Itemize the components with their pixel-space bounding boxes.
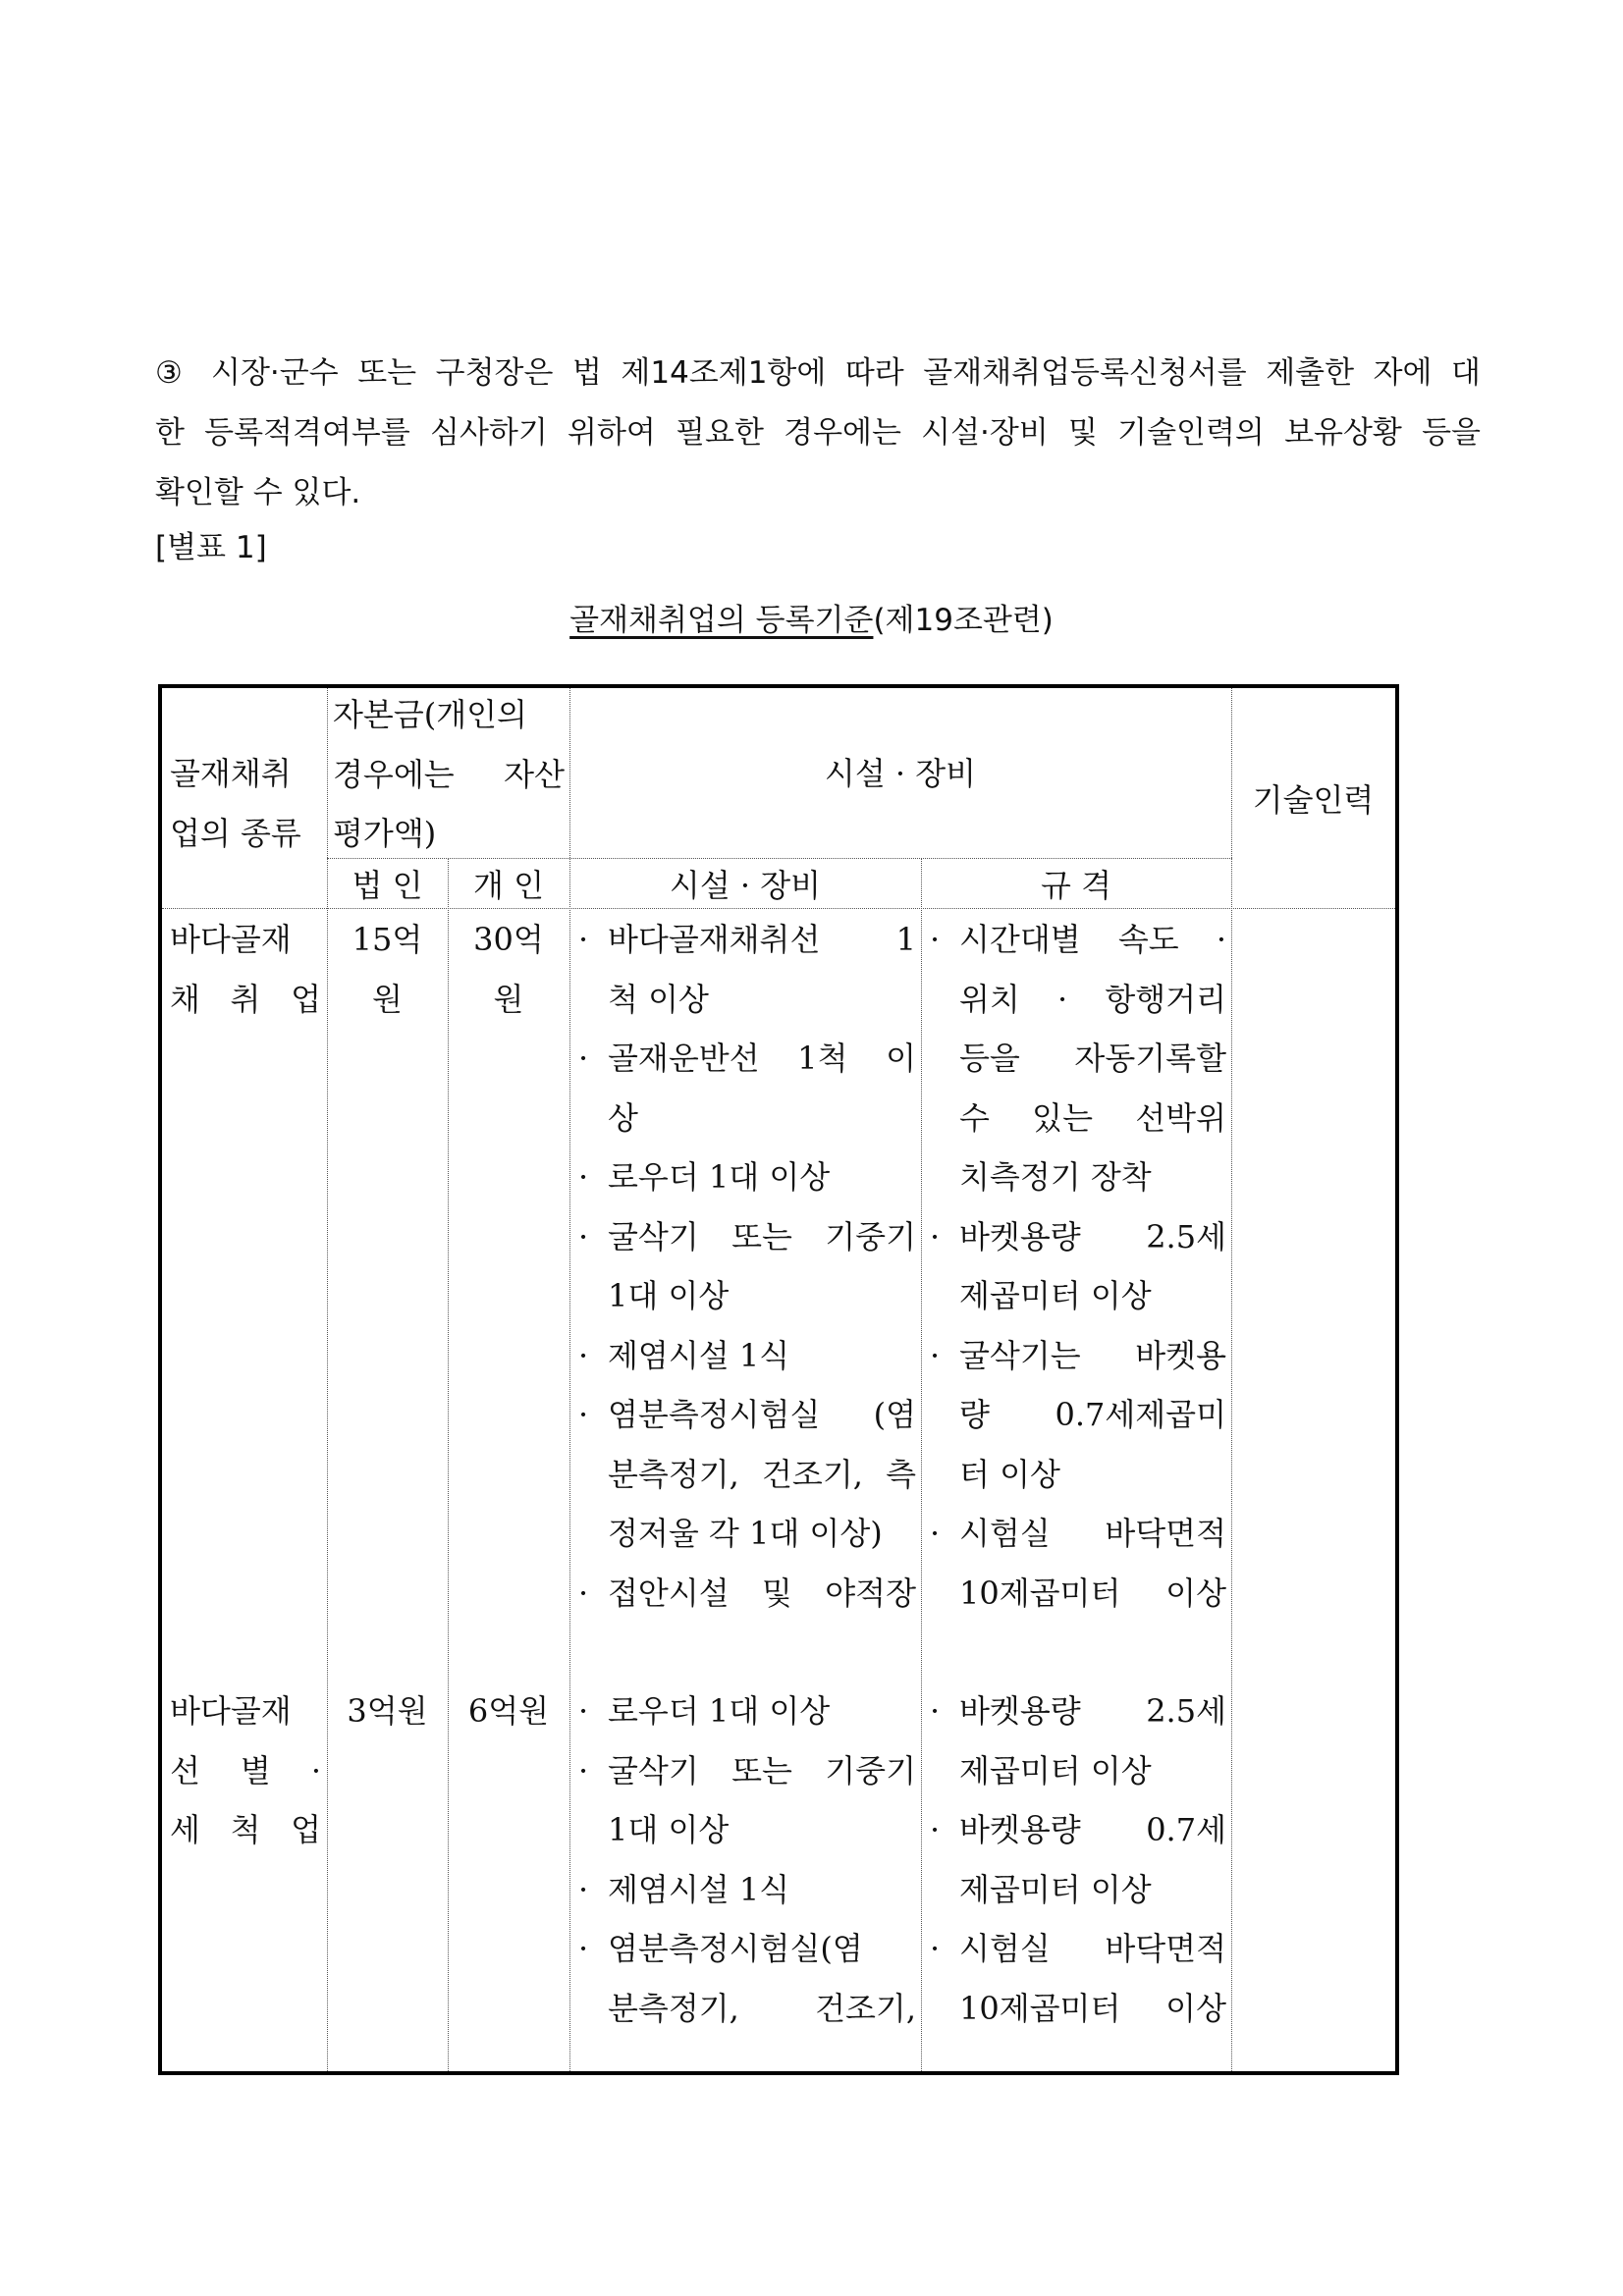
list-item: · 시험실 바닥면적 10제곱미터 이상 <box>930 1515 1226 1612</box>
row2-type: 바다골재 선 별 · 세 척 업 <box>170 1692 321 1848</box>
list-item: · 로우더 1대 이상 <box>578 1692 831 1730</box>
list-item: · 굴삭기는 바켓용 량 0.7세제곱미 터 이상 <box>930 1336 1226 1493</box>
grid-line <box>1231 688 1232 2071</box>
header-type: 골재채취 업의 종류 <box>170 755 301 852</box>
annex-label: [별표 1] <box>155 530 267 565</box>
list-item: · 제염시설 1식 <box>578 1870 790 1908</box>
row1-spec-list <box>924 910 1226 1623</box>
paragraph-line: 한 등록적격여부를 심사하기 위하여 필요한 경우에는 시설·장비 및 기술인력의 보유상황 등을 <box>155 415 1481 451</box>
header-individual: 개 인 <box>473 867 544 904</box>
table-title <box>0 591 1623 650</box>
list-item: · 바켓용량 2.5세 제곱미터 이상 <box>930 1692 1226 1789</box>
grid-line <box>448 858 449 2071</box>
list-item: · 바다골재채취선 1 척 이상 <box>578 921 916 1018</box>
list-item: · 제염시설 1식 <box>578 1336 790 1374</box>
paragraph-line: 확인할 수 있다. <box>155 475 361 510</box>
list-item: · 염분측정시험실(염 분측정기, 건조기, <box>578 1930 916 2027</box>
header-technical: 기술인력 <box>1252 781 1375 819</box>
row1-corporate-capital: 15억 원 <box>352 921 423 1018</box>
list-item: · 접안시설 및 야적장 <box>578 1574 916 1612</box>
row2-individual-capital: 6억원 <box>467 1692 550 1730</box>
header-corporate: 법 인 <box>352 867 423 904</box>
list-item: · 시간대별 속도 · 위치 · 항행거리 등을 자동기록할 수 있는 선박위 치측정기 장착 <box>930 921 1226 1196</box>
header-spec: 규 격 <box>1041 867 1111 904</box>
list-item: · 시험실 바닥면적 10제곱미터 이상 <box>930 1930 1226 2027</box>
paragraph-line: ③ 시장·군수 또는 구청장은 법 제14조제1항에 따라 골재채취업등록신청서를 제출한 자에 대 <box>155 355 1481 391</box>
list-item: · 굴삭기 또는 기중기 1대 이상 <box>578 1217 916 1314</box>
list-item: · 염분측정시험실 (염 분측정기, 건조기, 측 정저울 각 1대 이상) <box>578 1396 916 1552</box>
table-title-main: 골재채취업의 등록기준 <box>569 603 874 638</box>
list-item: · 로우더 1대 이상 <box>578 1158 831 1196</box>
header-facilities-group: 시설 · 장비 <box>824 755 977 792</box>
grid-line <box>921 858 922 2071</box>
header-capital: 자본금(개인의 경우에는 자산 평가액) <box>333 696 565 852</box>
list-item: · 굴삭기 또는 기중기 1대 이상 <box>578 1751 916 1848</box>
article-paragraph <box>155 344 1481 523</box>
table-title-ref: (제19조관련) <box>873 603 1054 638</box>
registration-standards-table <box>158 684 1399 2075</box>
list-item: · 골재운반선 1척 이 상 <box>578 1040 916 1137</box>
header-facilities: 시설 · 장비 <box>669 867 822 904</box>
row1-facilities-list <box>572 910 916 1623</box>
row1-type: 바다골재 채 취 업 <box>170 921 321 1018</box>
list-item: · 바켓용량 2.5세 제곱미터 이상 <box>930 1217 1226 1314</box>
row1-individual-capital: 30억 원 <box>473 921 544 1018</box>
list-item: · 바켓용량 0.7세 제곱미터 이상 <box>930 1811 1226 1908</box>
row2-corporate-capital: 3억원 <box>347 1692 428 1730</box>
row2-spec-list <box>924 1682 1226 2038</box>
row2-facilities-list <box>572 1682 916 2038</box>
